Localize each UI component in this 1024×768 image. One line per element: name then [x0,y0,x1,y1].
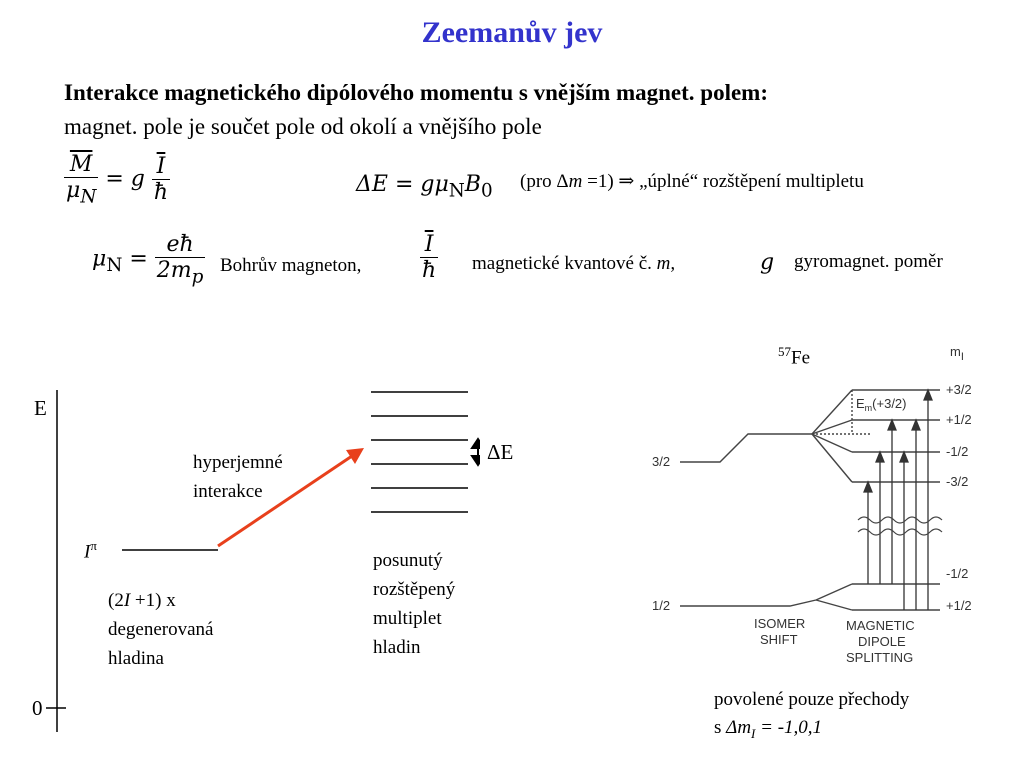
kvant-label: magnetické kvantové č. [472,253,652,274]
note1-m: m [568,171,583,192]
eq3-den-sub: p [191,266,204,288]
multiplet-line4: hladin [373,637,421,658]
isomer-shift-label: SHIFT [760,632,798,647]
hyperfine-line1: hyperjemné [193,452,283,473]
eq3-num: eħ [155,232,206,258]
isomer-shift-label: ISOMER [754,616,806,631]
section-heading: Interakce magnetického dipólového momentu s vnějším magnet. polem: [64,80,769,105]
hyperfine-line2: interakce [193,481,263,502]
equation-spin [420,232,438,283]
allowed-prefix: s [714,717,727,738]
eq2-text: ΔE = gμ [356,172,449,197]
degenerate-line3: hladina [108,648,164,669]
split-levels [371,392,468,512]
allowed-transitions [714,686,909,748]
em-label: $E_m(+3/2)$ [856,396,907,413]
transition-arrows [864,390,932,610]
upper-level-label: +1/2 [946,412,972,427]
eq3-lhs: μ [92,246,107,272]
magnetic-splitting-label: SPLITTING [846,650,914,665]
quantum-number-label [472,253,675,275]
gyromagnetic-label: gyromagnet. poměr [794,251,943,272]
upper-level-label: -3/2 [946,474,969,489]
upper-level-label: -1/2 [946,444,969,459]
lower-spin-label: 1/2 [652,598,671,613]
lower-state-lines [680,584,940,610]
note1-mid: =1) ⇒ „úplné“ rozštěpení multipletu [582,171,864,192]
allowed-m: m [737,717,752,738]
page-title: Zeemanův jev [421,16,603,49]
axis-zero-label: 0 [32,696,43,720]
isotope-symbol: Fe [791,347,810,369]
degenerate-line1-a: (2 [108,590,124,611]
bohr-magneton-label: Bohrův magneton, [220,255,362,276]
fe57-splitting-figure [640,340,1020,680]
note-full-splitting [520,170,864,193]
axis-e-label: E [34,396,47,420]
eq2-sub: N [448,180,465,202]
eq1-lhs-den-sub: N [80,186,97,208]
axis-break [858,517,942,535]
multiplet-label [373,546,455,662]
allowed-line1: povolené pouze přechody [714,689,910,710]
equation-energy [356,172,493,201]
eq2-tail: B [464,172,481,197]
eq1-lhs-num: $\overline{M}$ [64,152,98,178]
eq3-lhs-sub: N [106,255,123,277]
multiplet-line1: posunutý [373,550,443,571]
allowed-rest: = -1,0,1 [755,717,823,738]
eq1-lhs-den: μ [66,178,81,203]
allowed-delta: Δ [726,717,738,738]
eq2-tail-sub: 0 [480,180,493,202]
isotope-mass: 57 [778,344,791,359]
eq1-rhs-den: ħ [153,180,169,206]
allowed-sub: I [751,725,756,741]
upper-spin-label: 3/2 [652,454,671,469]
hyperfine-label [193,448,283,506]
eq1-equals: = [105,166,124,192]
delta-e-arrow [472,439,480,465]
lower-level-label: -1/2 [946,566,969,581]
eq1-rhs-num: $\overline{I}$ [152,154,170,180]
kvant-m: m, [656,253,676,274]
degenerate-label [108,586,214,673]
lower-level-label: +1/2 [946,598,972,613]
upper-level-label: +3/2 [946,382,972,397]
multiplet-line3: multiplet [373,608,442,629]
eq1-coef: g [130,166,145,192]
multiplet-line2: rozštěpený [373,579,456,600]
magnetic-splitting-label: MAGNETIC [846,618,915,633]
eq3-equals: = [129,246,148,272]
ground-label [84,538,97,563]
degenerate-line2: degenerovaná [108,619,214,640]
equation-magneton [92,232,205,287]
section-subheading: magnet. pole je součet pole od okolí a vnějšího pole [64,114,542,139]
mi-label: $m_I$ [950,344,964,363]
g-symbol: g [760,250,775,275]
equation-moment [64,152,170,207]
delta-e-label: ΔE [487,440,514,464]
ground-label-i: I [84,541,91,563]
eq3-den: 2m [156,258,192,283]
eq4-den: ħ [422,258,437,283]
degenerate-line1-i: I [123,590,131,611]
note1-prefix: (pro Δ [520,171,569,192]
eq4-num: $\overline{I}$ [420,232,438,258]
magnetic-splitting-label: DIPOLE [858,634,906,649]
degenerate-line1-b: +1) x [130,590,176,611]
ground-label-pi: π [90,538,97,553]
